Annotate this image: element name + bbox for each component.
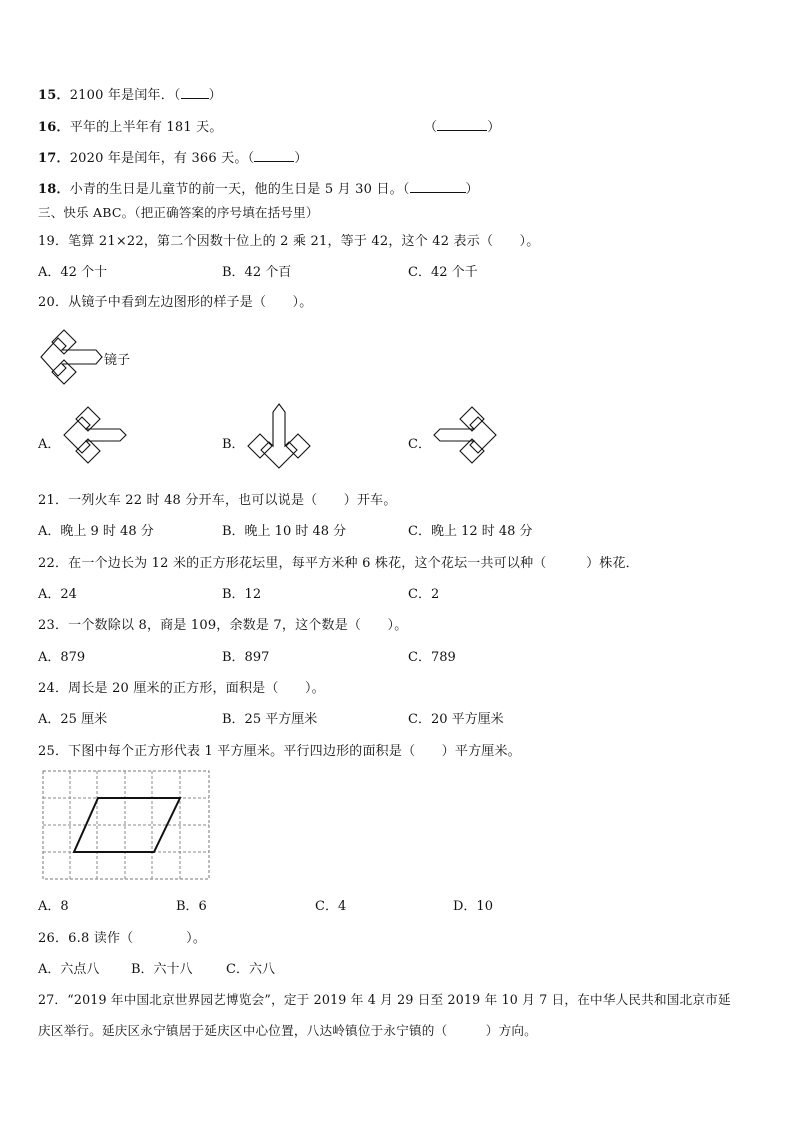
option-d[interactable]: D．10 <box>453 899 493 914</box>
question-16-answer: （ ） <box>424 120 501 135</box>
question-20: 20．从镜子中看到左边图形的样子是（ ）。 <box>38 295 313 310</box>
answer-blank[interactable] <box>254 149 294 162</box>
arrow-figure-original <box>38 328 108 386</box>
question-27-line-1: 27．“2019 年中国北京世界园艺博览会”，定于 2019 年 4 月 29 日至 2019 年 10 月 7 日，在中华人民共和国北京市延 <box>38 992 731 1007</box>
option-b[interactable]: B．晚上 10 时 48 分 <box>222 524 347 539</box>
question-22: 22．在一个边长为 12 米的正方形花坛里，每平方米种 6 株花，这个花坛一共可以种（ ）株花． <box>38 556 639 571</box>
question-27-line-2: 庆区举行。延庆区永宁镇居于延庆区中心位置，八达岭镇位于永宁镇的（ ）方向。 <box>38 1023 537 1038</box>
question-17: 17．2020 年是闰年，有 366 天。（ ） <box>38 151 308 166</box>
arrow-figure-option-c <box>428 405 500 465</box>
option-a[interactable]: A．24 <box>38 587 77 602</box>
option-a[interactable]: A．晚上 9 时 48 分 <box>38 524 154 539</box>
option-c[interactable]: C．2 <box>408 587 440 602</box>
option-c[interactable]: C．六八 <box>226 962 275 977</box>
option-a[interactable]: A．8 <box>38 899 69 914</box>
option-b[interactable]: B．12 <box>222 587 262 602</box>
option-b[interactable]: B．25 平方厘米 <box>222 712 318 727</box>
answer-blank[interactable] <box>181 86 209 99</box>
question-19: 19．笔算 21×22，第二个因数十位上的 2 乘 21，等于 42，这个 42 表示（ ）。 <box>38 234 540 249</box>
option-c[interactable]: C．晚上 12 时 48 分 <box>408 524 533 539</box>
question-18: 18．小青的生日是儿童节的前一天，他的生日是 5 月 30 日。（ ） <box>38 182 479 197</box>
question-26: 26．6.8 读作（ ）。 <box>38 931 207 946</box>
option-c[interactable]: C．789 <box>408 650 456 665</box>
question-25: 25．下图中每个正方形代表 1 平方厘米。平行四边形的面积是（ ）平方厘米。 <box>38 744 521 759</box>
arrow-figure-option-a <box>60 405 130 465</box>
answer-blank[interactable] <box>437 118 487 131</box>
option-b[interactable]: B． <box>222 437 245 452</box>
option-a[interactable]: A．42 个十 <box>38 265 108 280</box>
question-21: 21．一列火车 22 时 48 分开车，也可以说是（ ）开车。 <box>38 493 397 508</box>
question-23: 23．一个数除以 8，商是 109，余数是 7，这个数是（ ）。 <box>38 618 408 633</box>
question-24: 24．周长是 20 厘米的正方形，面积是（ ）。 <box>38 681 325 696</box>
option-a[interactable]: A．六点八 <box>38 962 100 977</box>
answer-blank[interactable] <box>410 180 466 193</box>
option-b[interactable]: B．六十八 <box>131 962 193 977</box>
question-15: 15．2100 年是闰年．（ ） <box>38 88 222 103</box>
option-a[interactable]: A．25 厘米 <box>38 712 108 727</box>
mirror-label: 镜子 <box>104 353 131 368</box>
option-b[interactable]: B．897 <box>222 650 270 665</box>
arrow-figure-option-b <box>244 402 314 470</box>
option-c[interactable]: C．20 平方厘米 <box>408 712 504 727</box>
question-16: 16．平年的上半年有 181 天。 <box>38 120 223 135</box>
option-a[interactable]: A．879 <box>38 650 86 665</box>
option-c[interactable]: C． <box>408 437 431 452</box>
option-b[interactable]: B．42 个百 <box>222 265 292 280</box>
option-c[interactable]: C．42 个千 <box>408 265 478 280</box>
section-heading: 三、快乐 ABC。（把正确答案的序号填在括号里） <box>38 205 319 220</box>
option-a[interactable]: A． <box>38 437 61 452</box>
grid-parallelogram-figure <box>42 770 212 882</box>
option-b[interactable]: B．6 <box>176 899 207 914</box>
option-c[interactable]: C．4 <box>315 899 347 914</box>
